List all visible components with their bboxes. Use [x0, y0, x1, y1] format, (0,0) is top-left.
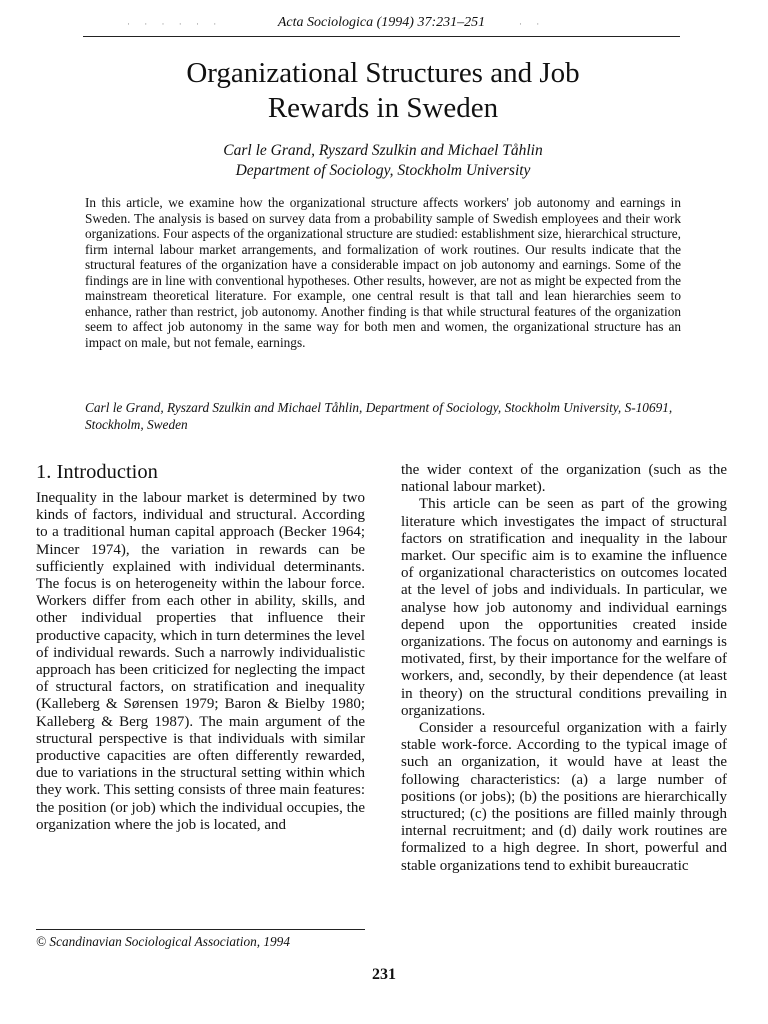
author-block [83, 141, 683, 181]
body-paragraph: Consider a resourceful organization with a fairly stable work-force. According to the typical image of such an organization, it would have at least the following characteristics: (a) a large number of positions (or jobs); (b) the positions are hierarchically structured; (c) the positions are filled mainly through internal recruitment; and (d) daily work routines are formalized to a high degree. In short, powerful and stable organizations tend to exhibit bureaucratic [401, 720, 727, 874]
right-column [401, 462, 727, 875]
article-title [83, 56, 683, 126]
author-names: Carl le Grand, Ryszard Szulkin and Michael Tåhlin [223, 142, 543, 159]
author-address: Carl le Grand, Ryszard Szulkin and Michael Tåhlin, Department of Sociology, Stockholm University, S-10691, Stockholm, Sweden [85, 400, 673, 432]
journal-citation: Acta Sociologica (1994) 37:231–251 [277, 15, 486, 30]
title-line-1: Organizational Structures and Job [186, 57, 580, 89]
title-line-2: Rewards in Sweden [267, 92, 499, 124]
page-number: 231 [372, 966, 396, 983]
scan-speck-decoration: · · · · · · [127, 19, 223, 29]
body-paragraph: Inequality in the labour market is determined by two kinds of factors, individual and structural. According to a traditional human capital approach (Becker 1964; Mincer 1974), the variation in rewards can be sufficiently explained with individual determinants. The focus is on heterogeneity within the labour force. Workers differ from each other in ability, skills, and other individual properties that influence their productive capacity, which in turn determines the level of individual rewards. Such a narrowly individualistic approach has been criticized for neglecting the impact of structural factors, on stratification and inequality (Kalleberg & Sørensen 1979; Baron & Bielby 1980; Kalleberg & Berg 1987). The main argument of the structural perspective is that individuals with similar productive capacities are often differently rewarded, due to variations in the structural setting within which they work. This setting consists of three main features: the position (or job) which the individual occupies, the organization where the job is located, and [36, 490, 365, 833]
copyright-notice: © Scandinavian Sociological Association, 1994 [36, 934, 290, 949]
footnote-divider [36, 929, 365, 930]
section-heading: 1. Introduction [36, 461, 158, 483]
running-header [83, 12, 680, 37]
author-affiliation: Department of Sociology, Stockholm University [235, 162, 531, 179]
body-paragraph-continued: the wider context of the organization (such as the national labour market). [401, 462, 727, 496]
abstract: In this article, we examine how the organizational structure affects workers' job autonomy and earnings in Sweden. The analysis is based on survey data from a probability sample of Swedish employees and their work organizations. Four aspects of the organizational structure are studied: establishment size, hierarchical structure, firm internal labour market arrangements, and formalization of work routines. Our results indicate that the structural features of the organization have a considerable impact on job autonomy and earnings. Some of the findings are in line with conventional hypotheses. Other results, however, are not as might be expected from the mainstream theoretical literature. For example, one central result is that tall and lean hierarchies seem to enhance, rather than restrict, job autonomy. Another finding is that while structural features of the organization seem to affect job autonomy in the same way for both men and women, the organizational structure has an impact on male, but not female, earnings. [85, 195, 681, 350]
body-paragraph: This article can be seen as part of the growing literature which investigates the impact of structural factors on stratification and inequality in the labour market. Our specific aim is to examine the influence of organizational characteristics on outcomes located at the level of jobs and individuals. In particular, we analyse how job autonomy and individual earnings depend upon the opportunities created inside organizations. The focus on autonomy and earnings is motivated, first, by their importance for the welfare of workers, and, secondly, by their dependence (at least in theory) on the structural conditions prevailing in organizations. [401, 496, 727, 719]
left-column [36, 460, 365, 834]
scan-speck-decoration: · · [519, 19, 546, 29]
